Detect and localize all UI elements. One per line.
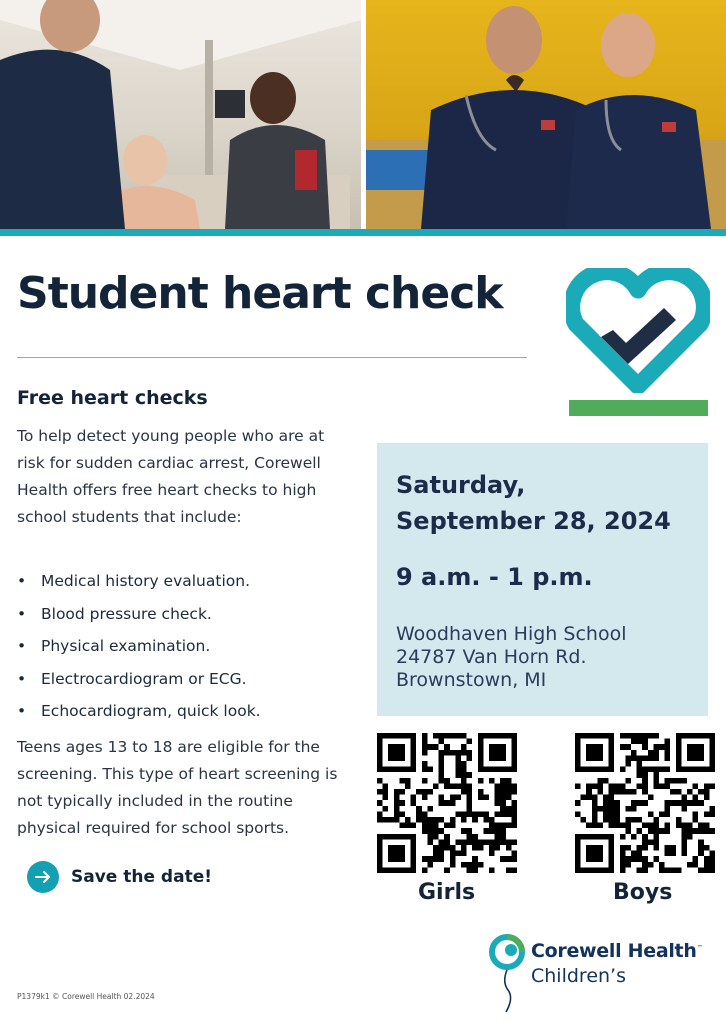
event-venue: Woodhaven High School: [396, 623, 627, 645]
hero-photos: [0, 0, 726, 229]
bullet-dot: •: [17, 702, 27, 720]
bullet-dot: •: [17, 604, 27, 623]
girls-qr-label: Girls: [418, 880, 476, 905]
event-date: [396, 467, 671, 539]
page-title: Student heart check: [17, 268, 503, 319]
save-the-date-label: Save the date!: [71, 867, 212, 887]
list-item-text: Physical examination.: [41, 637, 211, 655]
checks-list: [17, 565, 347, 728]
list-item: [17, 630, 347, 663]
corewell-health-logo: [488, 932, 718, 1017]
save-the-date-link[interactable]: [27, 861, 212, 893]
girls-qr-code[interactable]: [377, 733, 517, 873]
boys-qr-label: Boys: [613, 880, 673, 905]
list-item: [17, 598, 347, 631]
list-item: [17, 663, 347, 696]
photo-medical-staff: [366, 0, 726, 229]
brand-name-text: Corewell Health: [531, 940, 697, 962]
balloon-logo-icon: [488, 932, 528, 1017]
brand-subtitle: Children’s: [531, 965, 626, 987]
intro-paragraph: To help detect young people who are at risk for sudden cardiac arrest, Corewell Health offers free heart checks to high school students that include:: [17, 427, 325, 526]
event-full-date: September 28, 2024: [396, 507, 671, 535]
list-item: [17, 695, 347, 728]
event-day: Saturday,: [396, 471, 526, 499]
list-item: [17, 565, 347, 598]
bullet-dot: •: [17, 572, 27, 590]
title-divider: [17, 357, 527, 358]
trademark-mark: ™: [696, 944, 703, 952]
list-item-text: Electrocardiogram or ECG.: [41, 669, 247, 688]
event-details-box: [377, 443, 708, 716]
list-item-text: Medical history evaluation.: [41, 572, 251, 590]
bullet-dot: •: [17, 669, 27, 688]
boys-qr-code[interactable]: [575, 733, 715, 873]
event-time: 9 a.m. - 1 p.m.: [396, 563, 593, 591]
footer-code: P1379k1 © Corewell Health 02.2024: [17, 992, 155, 1001]
list-item-text: Echocardiogram, quick look.: [41, 702, 261, 720]
bullet-dot: •: [17, 637, 27, 655]
event-city: Brownstown, MI: [396, 669, 547, 691]
heart-check-logo: [566, 268, 710, 393]
section-heading: Free heart checks: [17, 387, 208, 409]
eligibility-paragraph: Teens ages 13 to 18 are eligible for the screening. This type of heart screening is not typically included in the routine physical required for school sports.: [17, 738, 338, 837]
list-item-text: Blood pressure check.: [41, 604, 212, 623]
event-street: 24787 Van Horn Rd.: [396, 646, 587, 668]
green-accent-bar: [569, 400, 708, 416]
event-location: [396, 623, 626, 692]
photo-screening-tent: [0, 0, 361, 229]
brand-name: [531, 940, 702, 962]
header-divider: [0, 229, 726, 236]
arrow-right-icon: [27, 861, 59, 893]
